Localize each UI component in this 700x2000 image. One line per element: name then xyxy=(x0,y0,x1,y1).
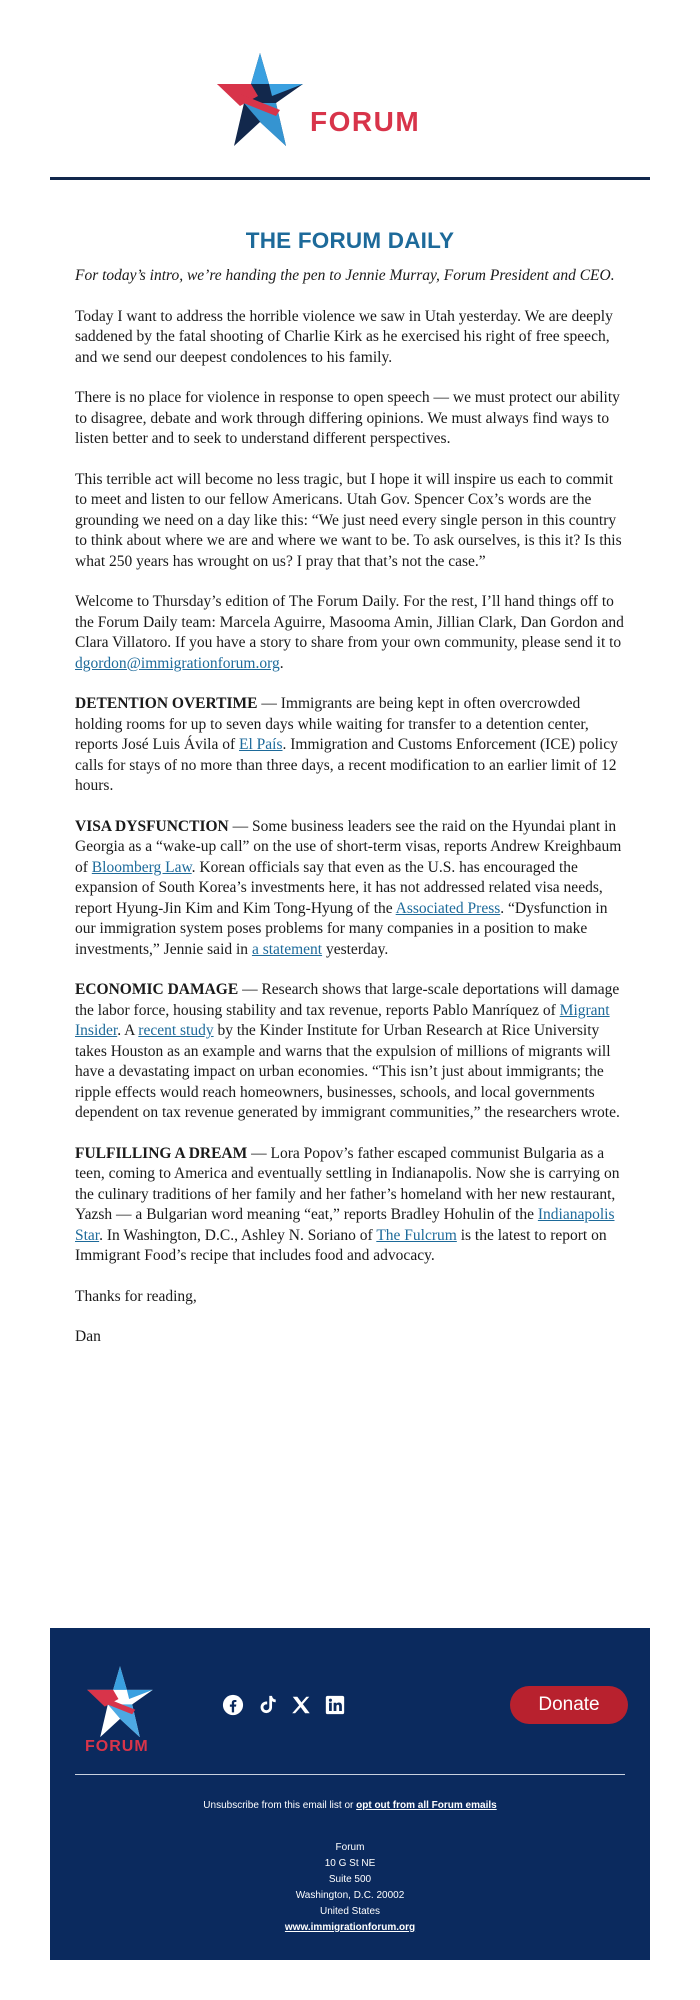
associated-press-link[interactable]: Associated Press xyxy=(395,899,501,917)
paragraph-text: . xyxy=(279,654,284,672)
opt-out-link[interactable]: opt out from all Forum emails xyxy=(356,1800,497,1811)
forum-logo[interactable] xyxy=(210,50,450,155)
facebook-icon[interactable] xyxy=(222,1694,244,1716)
paragraph-text: Welcome to Thursday’s edition of The Forum Daily. For the rest, I’ll hand things off to the Forum Daily team: Marcela Aguirre, Masooma Amin, Jillian Clark, Dan Gordon and Clara Villatoro. If you have a story to share from your own community, please send it to xyxy=(75,593,624,651)
x-icon[interactable] xyxy=(290,1694,312,1716)
section-economic xyxy=(75,980,625,1124)
statement-link[interactable]: a statement xyxy=(251,940,323,958)
recent-study-link[interactable]: recent study xyxy=(138,1022,214,1039)
section-text: by the Kinder Institute for Urban Research at Rice University takes Houston as an example and warns that the expulsion of millions of migrants will have a devastating impact on urban economies. “This isn’t just about immigrants; the ripple effects would reach homeowners, businesses, schools, and local governments dependent on tax revenue generated by immigrant communities,” the researchers wrote. xyxy=(75,1022,620,1121)
newsletter-title: THE FORUM DAILY xyxy=(245,228,455,253)
section-text: — Lora Popov’s father escaped communist Bulgaria as a teen, coming to America and eventually settling in Indianapolis. Now she is carrying on the culinary traditions of her family and her father’s homeland with her new restaurant, Yazsh — a Bulgarian word meaning “eat,” reports Bradley Hohulin of the xyxy=(75,1144,620,1223)
section-text: yesterday. xyxy=(322,940,389,958)
address-line: United States xyxy=(319,1906,381,1917)
signoff-thanks: Thanks for reading, xyxy=(75,1287,197,1305)
signoff-name: Dan xyxy=(75,1328,101,1345)
mailing-address xyxy=(50,1840,650,1936)
tiktok-icon[interactable] xyxy=(256,1694,278,1716)
section-text: — Research shows that large-scale deportations will damage the labor force, housing stability and tax revenue, reports Pablo Manríquez of xyxy=(75,981,620,1019)
section-dream xyxy=(75,1144,625,1267)
header xyxy=(50,0,650,178)
footer-logo-wordmark: FORUM xyxy=(85,1738,149,1755)
section-text: — Immigrants are being kept in often overcrowded holding rooms for up to seven days while waiting for transfer to a detention center, reports José Luis Ávila of xyxy=(75,695,589,753)
paragraph: Today I want to address the horrible violence we saw in Utah yesterday. We are deeply saddened by the fatal shooting of Charlie Kirk as he exercised his right of free speech, and we send our deepest condolences to his family. xyxy=(75,307,613,366)
footer xyxy=(50,1628,650,1960)
newsletter-body xyxy=(50,266,650,1348)
address-line: Suite 500 xyxy=(328,1874,372,1885)
section-heading: VISA DYSFUNCTION xyxy=(75,817,229,835)
unsubscribe-text: Unsubscribe from this email list or xyxy=(203,1800,357,1811)
paragraph: There is no place for violence in response to open speech — we must protect our ability to disagree, debate and work through differing opinions. We must always find ways to listen better and to seek to understand different perspectives. xyxy=(75,389,620,447)
bloomberg-law-link[interactable]: Bloomberg Law xyxy=(91,858,192,876)
indianapolis-star-link[interactable]: Indianapolis Star xyxy=(75,1206,615,1244)
paragraph xyxy=(75,592,625,674)
website-link[interactable]: www.immigrationforum.org xyxy=(284,1922,416,1933)
email-link[interactable]: dgordon@immigrationforum.org xyxy=(75,654,280,672)
section-heading: FULFILLING A DREAM xyxy=(75,1144,248,1162)
newsletter xyxy=(50,0,650,1368)
address-line: 10 G St NE xyxy=(324,1858,376,1869)
section-text: . Immigration and Customs Enforcement (ICE) policy calls for stays of no more than three days, a recent modification to an earlier limit of 12 hours. xyxy=(75,736,618,794)
section-text: . A xyxy=(117,1022,139,1039)
address-line: Forum xyxy=(335,1842,365,1853)
section-heading: DETENTION OVERTIME xyxy=(75,695,258,712)
unsubscribe-line xyxy=(50,1800,650,1811)
paragraph: This terrible act will become no less tragic, but I hope it will inspire us each to commit to meet and listen to our fellow Americans. Utah Gov. Spencer Cox’s words are the grounding we need on a day like this: “We just need every single person in this country to think about where we are and where we want to be. To ask ourselves, is this it? Is this what 250 years has wrought on us? I pray that that’s not the case.” xyxy=(75,470,622,570)
footer-divider xyxy=(75,1774,625,1775)
section-detention xyxy=(75,694,625,797)
address-line: Washington, D.C. 20002 xyxy=(295,1890,405,1901)
section-text: — Some business leaders see the raid on the Hyundai plant in Georgia as a “wake-up call” on the use of short-term visas, reports Andrew Kreighbaum of xyxy=(75,817,622,876)
el-pais-link[interactable]: El País xyxy=(239,736,283,753)
header-divider xyxy=(50,177,650,180)
donate-button[interactable]: Donate xyxy=(510,1686,628,1724)
logo-wordmark: FORUM xyxy=(310,106,421,137)
section-text: . “Dysfunction in our immigration system poses problems for many companies in a position to make investments,” Jennie said in xyxy=(75,899,608,958)
linkedin-icon[interactable] xyxy=(324,1694,346,1716)
section-heading: ECONOMIC DAMAGE xyxy=(75,981,239,998)
the-fulcrum-link[interactable]: The Fulcrum xyxy=(376,1226,457,1244)
section-text: is the latest to report on Immigrant Food’s recipe that includes food and advocacy. xyxy=(75,1226,607,1264)
section-text: . In Washington, D.C., Ashley N. Soriano of xyxy=(99,1226,377,1244)
section-visa xyxy=(75,817,625,961)
star-logo-icon xyxy=(80,1664,160,1744)
migrant-insider-link[interactable]: Migrant Insider xyxy=(75,1001,610,1039)
star-logo-icon xyxy=(210,50,310,155)
intro-paragraph: For today’s intro, we’re handing the pen to Jennie Murray, Forum President and CEO. xyxy=(75,267,615,284)
section-text: . Korean officials say that even as the U.S. has encouraged the expansion of South Korea’s investments here, it has not addressed related visa needs, report Hyung-Jin Kim and Kim Tong-Hyung of the xyxy=(75,858,603,917)
social-links xyxy=(222,1694,346,1716)
